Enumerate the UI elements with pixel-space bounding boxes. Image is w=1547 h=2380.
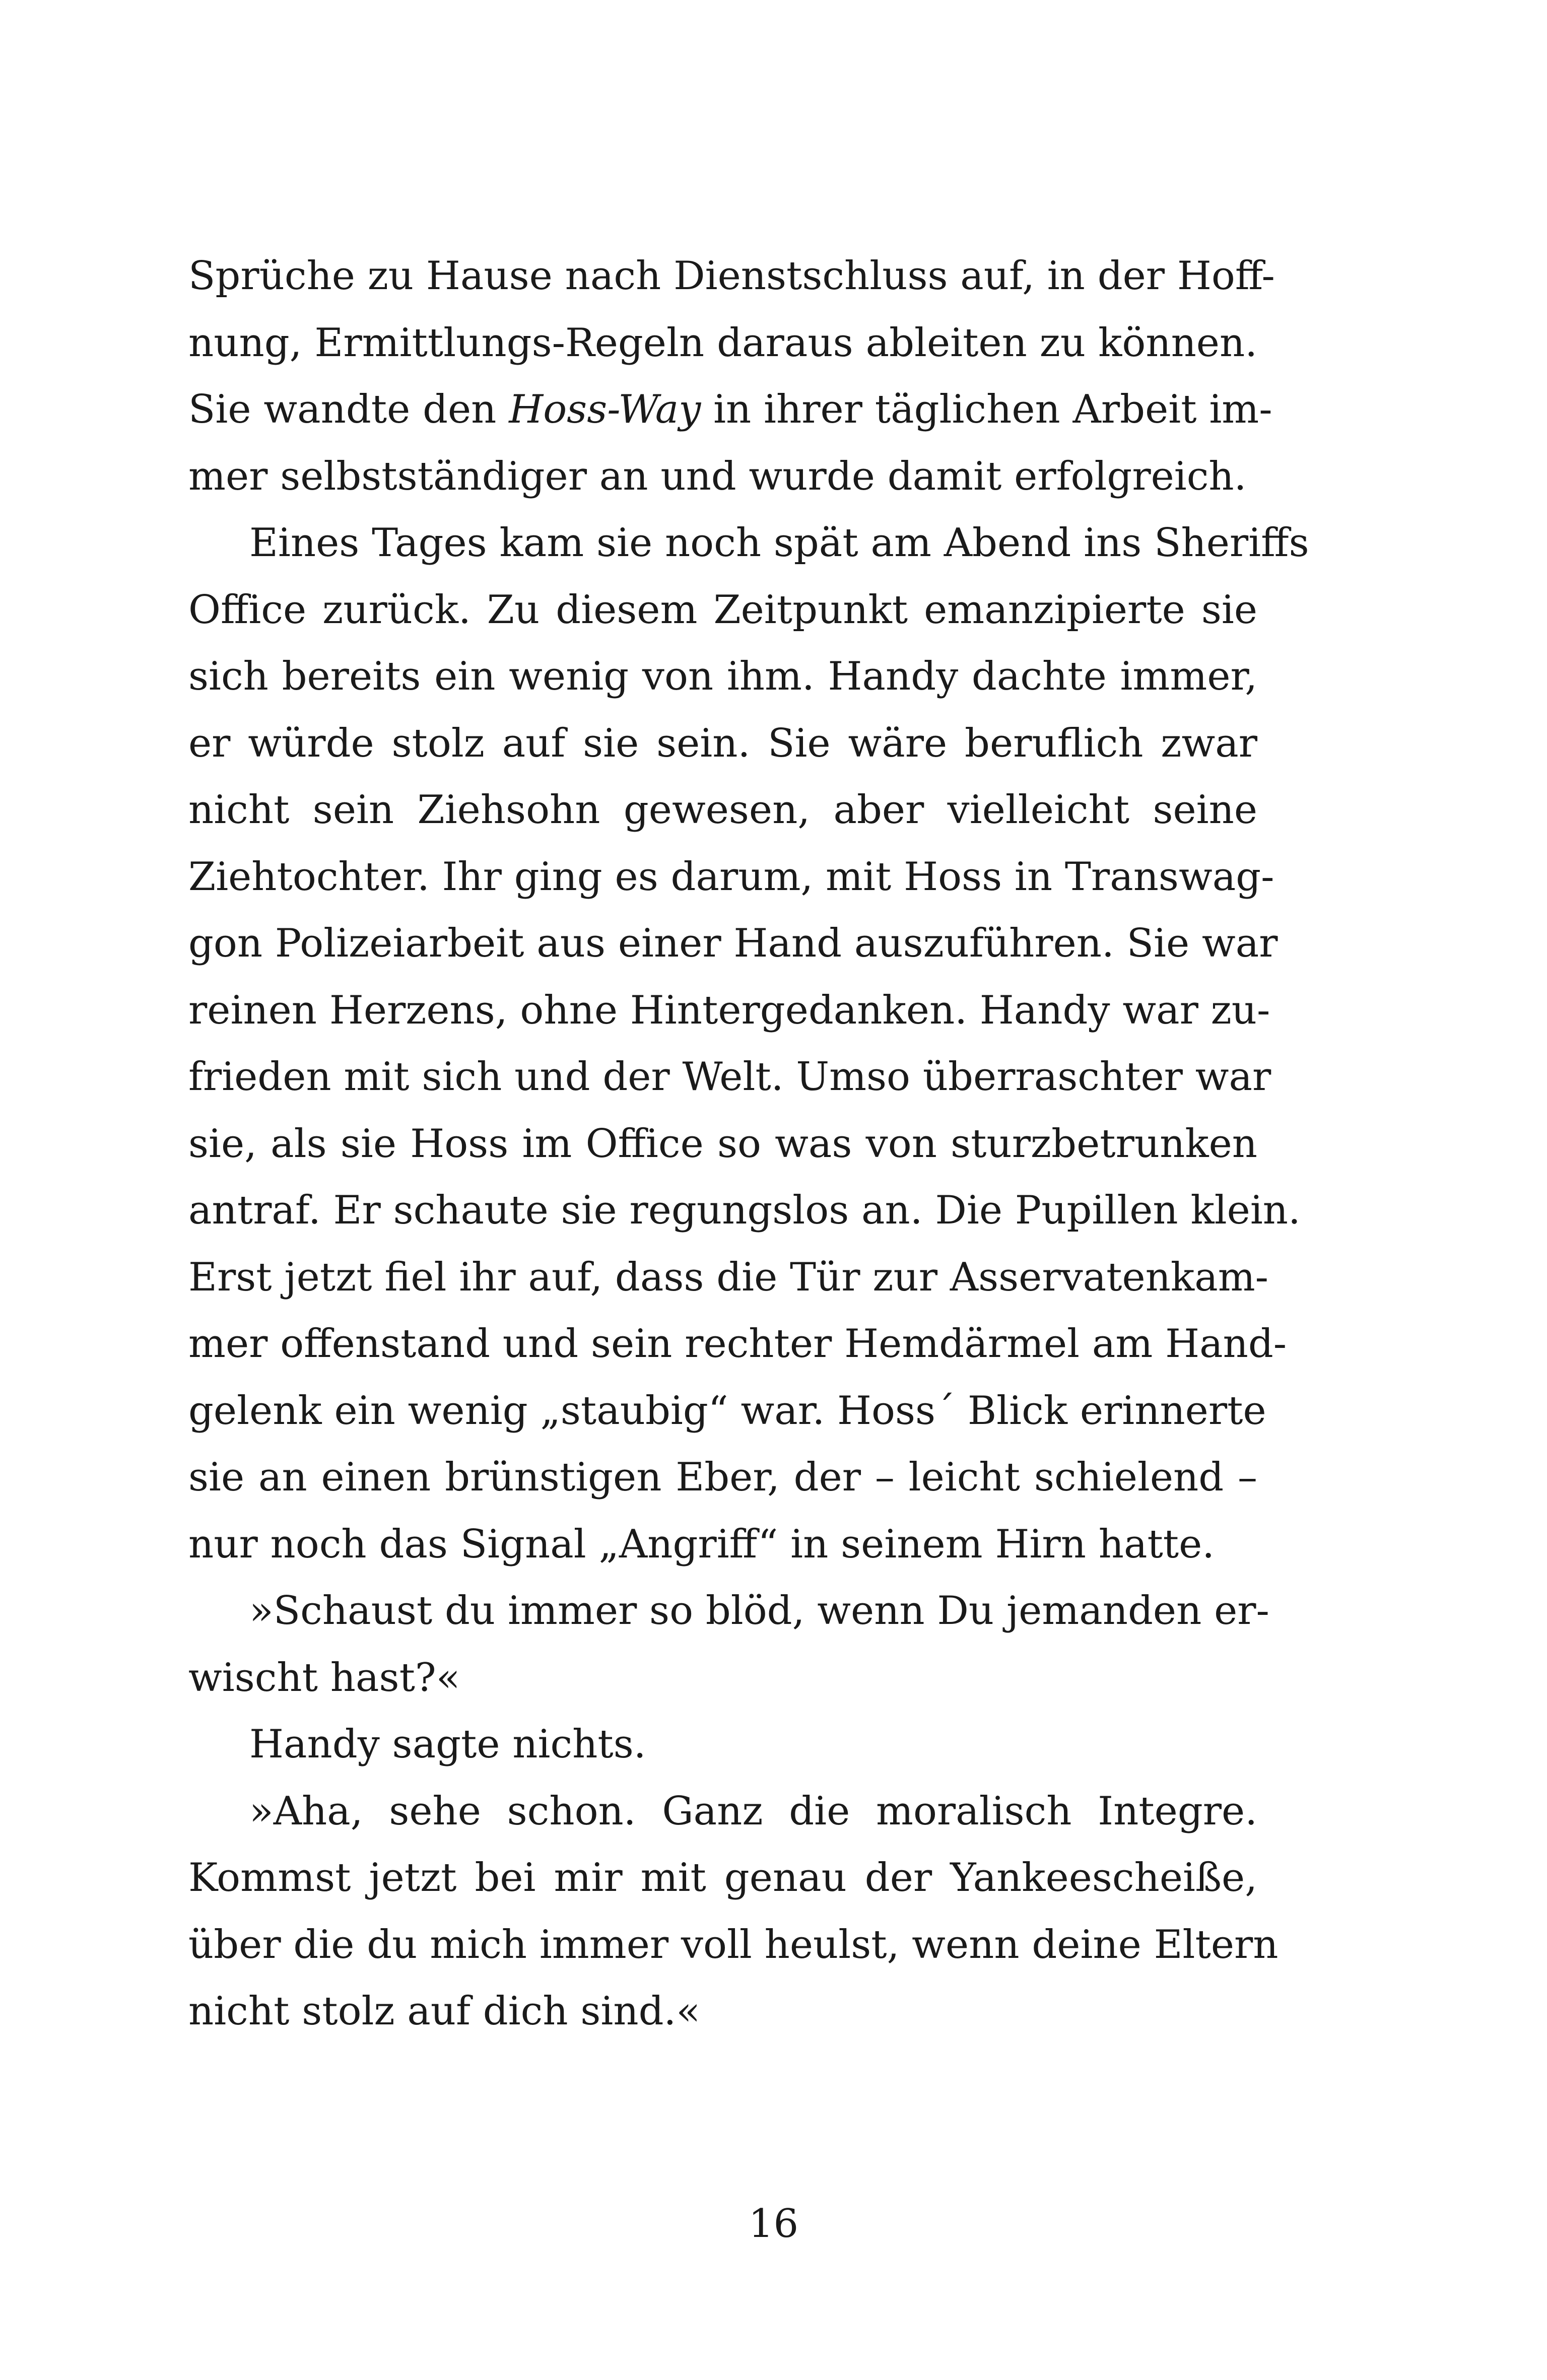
text-line: Sprüche zu Hause nach Dienstschluss auf, in der Hoff- <box>188 253 1275 299</box>
paragraph-1 <box>188 243 1275 510</box>
text-line: sie, als sie Hoss im Office so was von sturzbetrunken <box>188 1121 1257 1167</box>
text-line: frieden mit sich und der Welt. Umso überraschter war <box>188 1054 1271 1100</box>
text-line: gon Polizeiarbeit aus einer Hand auszuführen. Sie war <box>188 921 1278 966</box>
paragraph-2 <box>188 510 1309 1578</box>
text-line: sich bereits ein wenig von ihm. Handy dachte immer, <box>188 654 1257 699</box>
text-line: »Aha, sehe schon. Ganz die moralisch Integre. <box>249 1788 1257 1834</box>
paragraph-4 <box>188 1711 1257 1778</box>
text-line: Kommst jetzt bei mir mit genau der Yankeescheiße, <box>188 1855 1257 1900</box>
text-line: mer selbstständiger an und wurde damit erfolgreich. <box>188 453 1247 499</box>
text-line: Office zurück. Zu diesem Zeitpunkt emanzipierte sie <box>188 587 1257 633</box>
text-line-with-italic: Sie wandte den Hoss-Way in ihrer täglichen Arbeit im- <box>188 387 1272 432</box>
text-line: nung, Ermittlungs-Regeln daraus ableiten zu können. <box>188 320 1257 366</box>
paragraph-3 <box>188 1578 1269 1711</box>
text-line: er würde stolz auf sie sein. Sie wäre beruflich zwar <box>188 720 1257 766</box>
body-text <box>188 243 1309 2045</box>
text-line: über die du mich immer voll heulst, wenn deine Eltern <box>188 1922 1279 1967</box>
text-line: antraf. Er schaute sie regungslos an. Die Pupillen klein. <box>188 1188 1301 1233</box>
text-line: Handy sagte nichts. <box>249 1722 646 1767</box>
text-line: sie an einen brünstigen Eber, der – leicht schielend – <box>188 1455 1257 1500</box>
page-number: 16 <box>748 2201 799 2247</box>
text-line: »Schaust du immer so blöd, wenn Du jemanden er- <box>249 1588 1269 1634</box>
text-line: Erst jetzt fiel ihr auf, dass die Tür zur Asservatenkam- <box>188 1254 1269 1300</box>
text-line: reinen Herzens, ohne Hintergedanken. Handy war zu- <box>188 987 1270 1033</box>
text-line: mer offenstand und sein rechter Hemdärmel am Hand- <box>188 1321 1287 1367</box>
text-line: nur noch das Signal „Angriff“ in seinem Hirn hatte. <box>188 1521 1215 1567</box>
text-line: nicht sein Ziehsohn gewesen, aber vielleicht seine <box>188 787 1257 833</box>
text-line: Eines Tages kam sie noch spät am Abend ins Sheriffs <box>249 520 1309 566</box>
italic-term: Hoss-Way <box>509 387 701 432</box>
paragraph-5 <box>188 1778 1279 2045</box>
text-line: gelenk ein wenig „staubig“ war. Hoss´ Blick erinnerte <box>188 1388 1266 1434</box>
text-line: nicht stolz auf dich sind.« <box>188 1989 701 2034</box>
text-line: Ziehtochter. Ihr ging es darum, mit Hoss in Transwag- <box>188 854 1274 900</box>
text-line: wischt hast?« <box>188 1655 460 1701</box>
